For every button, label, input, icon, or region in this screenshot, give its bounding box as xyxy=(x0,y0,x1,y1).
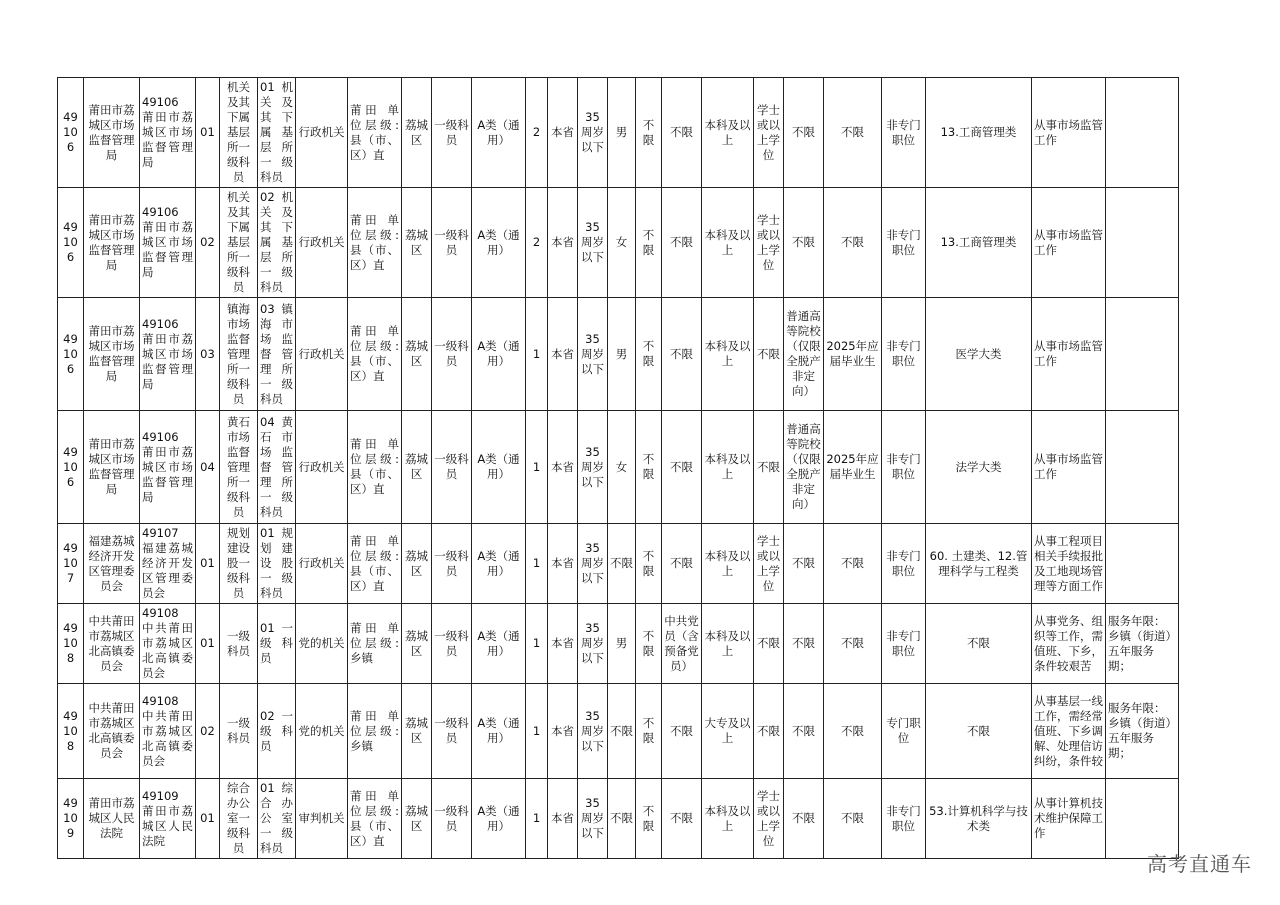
age-cell: 35周岁以下 xyxy=(578,78,608,188)
position-name-cell: 黄石市场监督管理所一级科员 xyxy=(220,411,258,524)
table-row xyxy=(58,78,1179,188)
ethnicity-cell: 不限 xyxy=(636,684,662,779)
position-name-cell: 规划建设股一级科员 xyxy=(220,524,258,604)
position-code-cell: 01 一级科员 xyxy=(258,604,296,684)
district-cell: 荔城区 xyxy=(402,779,432,859)
position-number-cell: 01 xyxy=(196,779,220,859)
graduate-cell: 不限 xyxy=(824,524,882,604)
gender-cell: 不限 xyxy=(608,524,636,604)
origin-cell: 本省 xyxy=(548,298,578,411)
unit-level-cell: 莆田 单位层级: 县（市、区）直 xyxy=(348,524,402,604)
origin-cell: 本省 xyxy=(548,411,578,524)
grade-cell: 一级科员 xyxy=(432,188,472,298)
special-position-cell: 非专门职位 xyxy=(882,188,926,298)
note-cell: 服务年限：乡镇（街道）五年服务期； xyxy=(1106,684,1179,779)
department-cell: 福建荔城经济开发区管理委员会 xyxy=(84,524,140,604)
unit-code-cell: 49109 xyxy=(58,779,84,859)
unit-nature-cell: 行政机关 xyxy=(296,524,348,604)
department-cell: 中共莆田市荔城区北高镇委员会 xyxy=(84,604,140,684)
major-cell: 不限 xyxy=(926,604,1032,684)
graduate-cell: 不限 xyxy=(824,779,882,859)
candidate-source-cell: 不限 xyxy=(784,604,824,684)
candidate-source-cell: 不限 xyxy=(784,779,824,859)
special-position-cell: 非专门职位 xyxy=(882,524,926,604)
candidate-source-cell: 普通高等院校（仅限全脱产非定向） xyxy=(784,298,824,411)
gender-cell: 男 xyxy=(608,78,636,188)
job-table xyxy=(57,77,1179,859)
position-name-cell: 镇海市场监督管理所一级科员 xyxy=(220,298,258,411)
ethnicity-cell: 不限 xyxy=(636,411,662,524)
table-row xyxy=(58,188,1179,298)
unit-level-cell: 莆田 单位层级: 县（市、区）直 xyxy=(348,411,402,524)
note-cell xyxy=(1106,779,1179,859)
note-cell: 服务年限：乡镇（街道）五年服务期； xyxy=(1106,604,1179,684)
exam-category-cell: A类（通用） xyxy=(472,524,526,604)
district-cell: 荔城区 xyxy=(402,524,432,604)
table-row xyxy=(58,411,1179,524)
district-cell: 荔城区 xyxy=(402,604,432,684)
grade-cell: 一级科员 xyxy=(432,604,472,684)
graduate-cell: 不限 xyxy=(824,604,882,684)
ethnicity-cell: 不限 xyxy=(636,604,662,684)
ethnicity-cell: 不限 xyxy=(636,298,662,411)
district-cell: 荔城区 xyxy=(402,684,432,779)
unit-nature-cell: 行政机关 xyxy=(296,188,348,298)
origin-cell: 本省 xyxy=(548,78,578,188)
special-position-cell: 专门职位 xyxy=(882,684,926,779)
grade-cell: 一级科员 xyxy=(432,779,472,859)
unit-nature-cell: 党的机关 xyxy=(296,604,348,684)
work-content-cell: 从事市场监管工作 xyxy=(1032,411,1106,524)
position-code-cell: 02 机关及其下属基层所一级科员 xyxy=(258,188,296,298)
origin-cell: 本省 xyxy=(548,524,578,604)
exam-category-cell: A类（通用） xyxy=(472,779,526,859)
political-status-cell: 不限 xyxy=(662,78,702,188)
unit-level-cell: 莆田 单位层级: 县（市、区）直 xyxy=(348,298,402,411)
special-position-cell: 非专门职位 xyxy=(882,78,926,188)
position-number-cell: 02 xyxy=(196,188,220,298)
unit-cell: 49108 中共莆田市荔城区北高镇委员会 xyxy=(140,684,196,779)
position-name-cell: 一级科员 xyxy=(220,684,258,779)
exam-category-cell: A类（通用） xyxy=(472,78,526,188)
district-cell: 荔城区 xyxy=(402,78,432,188)
candidate-source-cell: 不限 xyxy=(784,524,824,604)
position-name-cell: 一级科员 xyxy=(220,604,258,684)
hiring-count-cell: 1 xyxy=(526,411,548,524)
position-number-cell: 02 xyxy=(196,684,220,779)
candidate-source-cell: 普通高等院校（仅限全脱产非定向） xyxy=(784,411,824,524)
graduate-cell: 2025年应届毕业生 xyxy=(824,298,882,411)
unit-cell: 49109 莆田市荔城区人民法院 xyxy=(140,779,196,859)
work-content-cell: 从事计算机技术维护保障工作 xyxy=(1032,779,1106,859)
position-number-cell: 01 xyxy=(196,78,220,188)
work-content-cell: 从事基层一线工作，需经常值班、下乡调解、处理信访纠纷，条件较 xyxy=(1032,684,1106,779)
position-code-cell: 02 一级科员 xyxy=(258,684,296,779)
major-cell: 13.工商管理类 xyxy=(926,188,1032,298)
age-cell: 35周岁以下 xyxy=(578,188,608,298)
exam-category-cell: A类（通用） xyxy=(472,188,526,298)
unit-level-cell: 莆田 单位层级: 县（市、区）直 xyxy=(348,78,402,188)
position-name-cell: 机关及其下属基层所一级科员 xyxy=(220,78,258,188)
position-name-cell: 综合办公室一级科员 xyxy=(220,779,258,859)
note-cell xyxy=(1106,524,1179,604)
unit-cell: 49106 莆田市荔城区市场监督管理局 xyxy=(140,411,196,524)
district-cell: 荔城区 xyxy=(402,298,432,411)
candidate-source-cell: 不限 xyxy=(784,684,824,779)
political-status-cell: 不限 xyxy=(662,188,702,298)
department-cell: 莆田市荔城区人民法院 xyxy=(84,779,140,859)
position-number-cell: 04 xyxy=(196,411,220,524)
age-cell: 35周岁以下 xyxy=(578,684,608,779)
table-row xyxy=(58,298,1179,411)
age-cell: 35周岁以下 xyxy=(578,411,608,524)
hiring-count-cell: 1 xyxy=(526,684,548,779)
gender-cell: 女 xyxy=(608,188,636,298)
unit-cell: 49107 福建荔城经济开发区管理委员会 xyxy=(140,524,196,604)
age-cell: 35周岁以下 xyxy=(578,298,608,411)
education-cell: 本科及以上 xyxy=(702,78,754,188)
unit-nature-cell: 审判机关 xyxy=(296,779,348,859)
exam-category-cell: A类（通用） xyxy=(472,411,526,524)
position-number-cell: 01 xyxy=(196,604,220,684)
note-cell xyxy=(1106,411,1179,524)
origin-cell: 本省 xyxy=(548,604,578,684)
degree-cell: 学士或以上学位 xyxy=(754,78,784,188)
district-cell: 荔城区 xyxy=(402,188,432,298)
hiring-count-cell: 1 xyxy=(526,298,548,411)
education-cell: 本科及以上 xyxy=(702,188,754,298)
unit-cell: 49106 莆田市荔城区市场监督管理局 xyxy=(140,78,196,188)
degree-cell: 学士或以上学位 xyxy=(754,188,784,298)
exam-category-cell: A类（通用） xyxy=(472,604,526,684)
work-content-cell: 从事市场监管工作 xyxy=(1032,188,1106,298)
major-cell: 医学大类 xyxy=(926,298,1032,411)
table-row xyxy=(58,779,1179,859)
unit-level-cell: 莆田 单位层级: 乡镇 xyxy=(348,684,402,779)
position-code-cell: 01 规划建设股一级科员 xyxy=(258,524,296,604)
hiring-count-cell: 2 xyxy=(526,188,548,298)
grade-cell: 一级科员 xyxy=(432,298,472,411)
education-cell: 本科及以上 xyxy=(702,604,754,684)
grade-cell: 一级科员 xyxy=(432,684,472,779)
graduate-cell: 不限 xyxy=(824,684,882,779)
degree-cell: 不限 xyxy=(754,411,784,524)
watermark: 高考直通车 xyxy=(1147,852,1252,876)
work-content-cell: 从事党务、组织等工作，需值班、下乡，条件较艰苦 xyxy=(1032,604,1106,684)
gender-cell: 女 xyxy=(608,411,636,524)
education-cell: 本科及以上 xyxy=(702,779,754,859)
unit-code-cell: 49106 xyxy=(58,411,84,524)
candidate-source-cell: 不限 xyxy=(784,188,824,298)
special-position-cell: 非专门职位 xyxy=(882,779,926,859)
unit-nature-cell: 行政机关 xyxy=(296,78,348,188)
graduate-cell: 不限 xyxy=(824,188,882,298)
degree-cell: 学士或以上学位 xyxy=(754,779,784,859)
degree-cell: 不限 xyxy=(754,604,784,684)
department-cell: 莆田市荔城区市场监督管理局 xyxy=(84,298,140,411)
table-row xyxy=(58,604,1179,684)
special-position-cell: 非专门职位 xyxy=(882,298,926,411)
gender-cell: 不限 xyxy=(608,684,636,779)
political-status-cell: 不限 xyxy=(662,298,702,411)
special-position-cell: 非专门职位 xyxy=(882,411,926,524)
position-number-cell: 03 xyxy=(196,298,220,411)
special-position-cell: 非专门职位 xyxy=(882,604,926,684)
unit-code-cell: 49106 xyxy=(58,188,84,298)
graduate-cell: 不限 xyxy=(824,78,882,188)
unit-cell: 49108 中共莆田市荔城区北高镇委员会 xyxy=(140,604,196,684)
unit-cell: 49106 莆田市荔城区市场监督管理局 xyxy=(140,298,196,411)
major-cell: 53.计算机科学与技术类 xyxy=(926,779,1032,859)
unit-cell: 49106 莆田市荔城区市场监督管理局 xyxy=(140,188,196,298)
position-number-cell: 01 xyxy=(196,524,220,604)
major-cell: 13.工商管理类 xyxy=(926,78,1032,188)
unit-nature-cell: 行政机关 xyxy=(296,298,348,411)
department-cell: 莆田市荔城区市场监督管理局 xyxy=(84,188,140,298)
graduate-cell: 2025年应届毕业生 xyxy=(824,411,882,524)
unit-level-cell: 莆田 单位层级: 县（市、区）直 xyxy=(348,779,402,859)
note-cell xyxy=(1106,188,1179,298)
major-cell: 60. 土建类、12.管理科学与工程类 xyxy=(926,524,1032,604)
origin-cell: 本省 xyxy=(548,779,578,859)
work-content-cell: 从事市场监管工作 xyxy=(1032,298,1106,411)
table-body xyxy=(58,78,1179,859)
education-cell: 大专及以上 xyxy=(702,684,754,779)
gender-cell: 男 xyxy=(608,298,636,411)
education-cell: 本科及以上 xyxy=(702,298,754,411)
hiring-count-cell: 1 xyxy=(526,524,548,604)
ethnicity-cell: 不限 xyxy=(636,188,662,298)
note-cell xyxy=(1106,298,1179,411)
unit-nature-cell: 行政机关 xyxy=(296,411,348,524)
political-status-cell: 不限 xyxy=(662,779,702,859)
political-status-cell: 不限 xyxy=(662,411,702,524)
unit-code-cell: 49106 xyxy=(58,78,84,188)
degree-cell: 不限 xyxy=(754,298,784,411)
table-row xyxy=(58,684,1179,779)
position-code-cell: 01 机关及其下属基层所一级科员 xyxy=(258,78,296,188)
hiring-count-cell: 1 xyxy=(526,604,548,684)
degree-cell: 学士或以上学位 xyxy=(754,524,784,604)
political-status-cell: 中共党员（含预备党员） xyxy=(662,604,702,684)
major-cell: 不限 xyxy=(926,684,1032,779)
position-code-cell: 01 综合办公室一级科员 xyxy=(258,779,296,859)
education-cell: 本科及以上 xyxy=(702,524,754,604)
ethnicity-cell: 不限 xyxy=(636,524,662,604)
political-status-cell: 不限 xyxy=(662,684,702,779)
department-cell: 莆田市荔城区市场监督管理局 xyxy=(84,78,140,188)
note-cell xyxy=(1106,78,1179,188)
age-cell: 35周岁以下 xyxy=(578,779,608,859)
gender-cell: 男 xyxy=(608,604,636,684)
position-code-cell: 03 镇海市场监督管理所一级科员 xyxy=(258,298,296,411)
unit-nature-cell: 党的机关 xyxy=(296,684,348,779)
department-cell: 中共莆田市荔城区北高镇委员会 xyxy=(84,684,140,779)
exam-category-cell: A类（通用） xyxy=(472,684,526,779)
gender-cell: 不限 xyxy=(608,779,636,859)
grade-cell: 一级科员 xyxy=(432,411,472,524)
position-code-cell: 04 黄石市场监督管理所一级科员 xyxy=(258,411,296,524)
political-status-cell: 不限 xyxy=(662,524,702,604)
ethnicity-cell: 不限 xyxy=(636,78,662,188)
age-cell: 35周岁以下 xyxy=(578,604,608,684)
ethnicity-cell: 不限 xyxy=(636,779,662,859)
work-content-cell: 从事市场监管工作 xyxy=(1032,78,1106,188)
grade-cell: 一级科员 xyxy=(432,78,472,188)
candidate-source-cell: 不限 xyxy=(784,78,824,188)
unit-level-cell: 莆田 单位层级: 乡镇 xyxy=(348,604,402,684)
origin-cell: 本省 xyxy=(548,188,578,298)
origin-cell: 本省 xyxy=(548,684,578,779)
major-cell: 法学大类 xyxy=(926,411,1032,524)
unit-level-cell: 莆田 单位层级: 县（市、区）直 xyxy=(348,188,402,298)
hiring-count-cell: 2 xyxy=(526,78,548,188)
position-name-cell: 机关及其下属基层所一级科员 xyxy=(220,188,258,298)
age-cell: 35周岁以下 xyxy=(578,524,608,604)
education-cell: 本科及以上 xyxy=(702,411,754,524)
district-cell: 荔城区 xyxy=(402,411,432,524)
department-cell: 莆田市荔城区市场监督管理局 xyxy=(84,411,140,524)
work-content-cell: 从事工程项目相关手续报批及工地现场管理等方面工作 xyxy=(1032,524,1106,604)
unit-code-cell: 49107 xyxy=(58,524,84,604)
grade-cell: 一级科员 xyxy=(432,524,472,604)
degree-cell: 不限 xyxy=(754,684,784,779)
unit-code-cell: 49108 xyxy=(58,684,84,779)
hiring-count-cell: 1 xyxy=(526,779,548,859)
unit-code-cell: 49108 xyxy=(58,604,84,684)
table-row xyxy=(58,524,1179,604)
exam-category-cell: A类（通用） xyxy=(472,298,526,411)
unit-code-cell: 49106 xyxy=(58,298,84,411)
